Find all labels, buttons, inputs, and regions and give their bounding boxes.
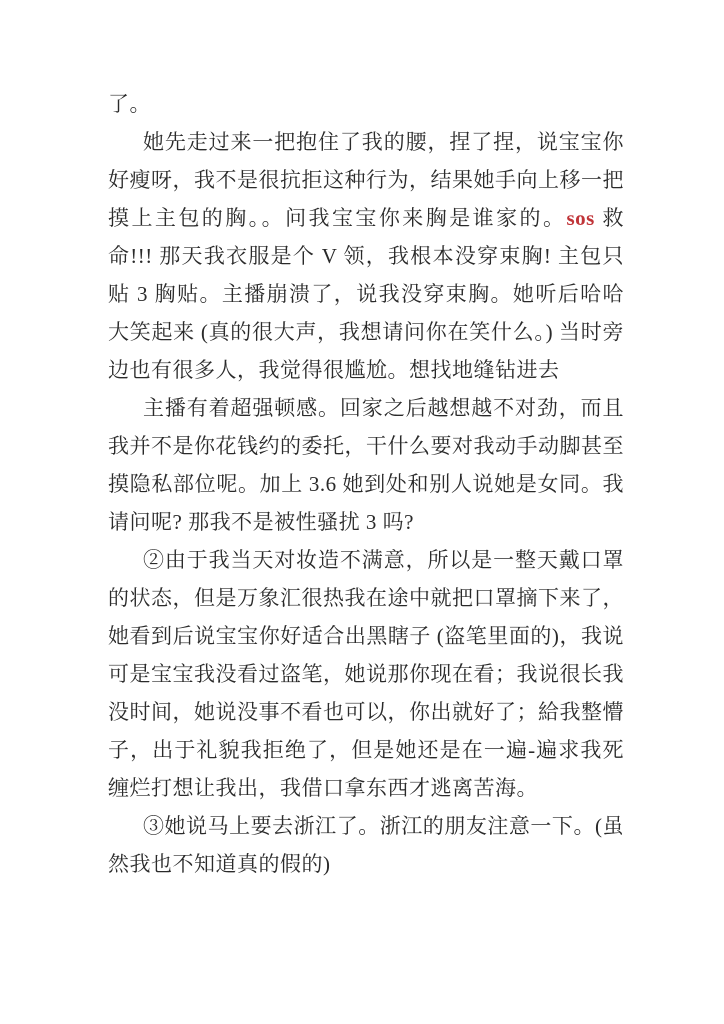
text-segment: ②由于我当天对妆造不满意，所以是一整天戴口罩的状态，但是万象汇很热我在途中就把口罩摘下来了，她看到后说宝宝你好适合出黑瞎子 (盗笔里面的)，我说可是宝宝我没看过盗笔，她说那你现在看；我说很长我没时间，她说没事不看也可以，你出就好了；給我整懵子，出于礼貌我拒绝了，但是她还是在一遍-遍求我死缠烂打想让我出，我借口拿东西才逃离苦海。 [108, 548, 624, 800]
text-segment: 主播有着超强顿感。回家之后越想越不对劲，而且我并不是你花钱约的委托，干什么要对我动手动脚甚至摸隐私部位呢。加上 3.6 她到处和别人说她是女同。我请问呢? 那我不是被性骚扰 3 吗? [108, 396, 624, 534]
text-segment: 她先走过来一把抱住了我的腰，捏了捏，说宝宝你好瘦呀，我不是很抗拒这种行为，结果她手向上移一把摸上主包的胸。。问我宝宝你来胸是谁家的。 [108, 130, 624, 230]
text-segment: ③她说马上要去浙江了。浙江的朋友注意一下。(虽然我也不知道真的假的) [108, 814, 624, 876]
paragraph-incident-3 [108, 807, 624, 883]
sos-highlight: sos [566, 206, 595, 230]
paragraph-incident-2 [108, 541, 624, 807]
text-segment: 了。 [108, 92, 151, 116]
text-segment: 救命!!! 那天我衣服是个 V 领，我根本没穿束胸! 主包只贴 3 胸贴。主播崩溃了，说我没穿束胸。她听后哈哈大笑起来 (真的很大声，我想请问你在笑什么。) 当时旁边也有很多人，我觉得很尴尬。想找地缝钻进去 [108, 206, 625, 382]
paragraph-continuation [108, 85, 624, 123]
paragraph-incident-1-reflection [108, 389, 624, 541]
paragraph-incident-1 [108, 123, 624, 389]
document-text [108, 85, 624, 883]
